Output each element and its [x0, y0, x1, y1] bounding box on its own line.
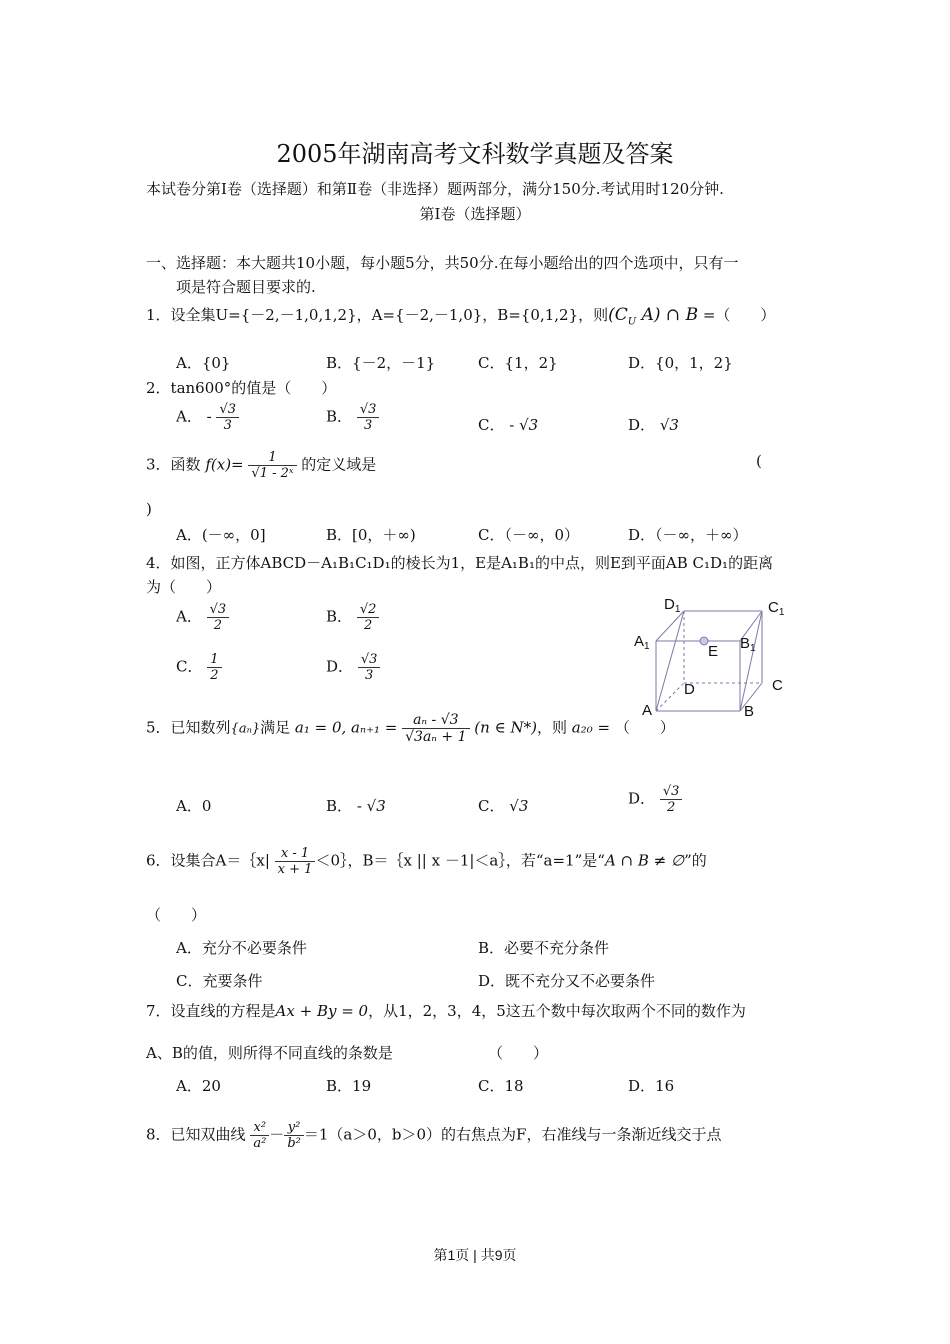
q8-suffix: ＝1（a＞0，b＞0）的右焦点为F，右准线与一条渐近线交于点: [303, 1125, 722, 1144]
q2-c-neg: -: [509, 416, 515, 434]
q7-suffix: ，从1，2，3，4，5这五个数中每次取两个不同的数作为: [368, 1002, 746, 1020]
q5-option-a: A．0: [176, 797, 212, 815]
q2-c-value: √3: [519, 416, 539, 434]
q2-option-b: [326, 402, 379, 433]
q2-option-c: [478, 414, 538, 435]
label-b: B: [744, 703, 755, 720]
q6-option-b: B．必要不充分条件: [478, 939, 610, 957]
q2-stem: 2．tan600°的值是（ ）: [146, 379, 337, 397]
q4-a-frac: [207, 602, 230, 633]
label-b1: $B_1$: [740, 635, 756, 654]
q5-stem: [146, 712, 675, 745]
q5-then: ，则: [536, 718, 567, 737]
q7-option-a: A．20: [176, 1077, 221, 1095]
q3-paren-close: ): [146, 500, 152, 518]
q1-option-a: A．{0}: [176, 354, 231, 372]
q5-c-value: √3: [509, 797, 529, 815]
q4-b-frac: [357, 602, 380, 633]
q5-b-neg: -: [356, 797, 362, 815]
q1-option-b: B．{－2，－1}: [326, 354, 436, 372]
q2-b-label: B．: [326, 407, 353, 426]
q4-option-b: [326, 602, 379, 633]
q2-d-label: D．: [628, 416, 656, 434]
q2-a-frac: [216, 402, 239, 433]
q6-paren: （ ）: [146, 906, 207, 924]
q5-seq: {aₙ}: [230, 721, 261, 737]
q4-d-label: D．: [326, 657, 354, 676]
q6-stem: [146, 846, 707, 877]
q7-stem-line2: A、B的值，则所得不同直线的条数是: [146, 1044, 393, 1062]
label-d1: $D_1$: [664, 596, 681, 615]
q5-mid: 满足: [260, 718, 291, 737]
q3-option-b: B．[0，＋∞): [326, 526, 416, 544]
q4-a-num: √3: [207, 602, 230, 618]
q8-x-den: a²: [253, 1136, 267, 1151]
label-c1: $C_1$: [768, 599, 785, 618]
q2-b-frac: [357, 402, 380, 433]
q2-option-a: [176, 402, 239, 433]
q4-b-num: √2: [357, 602, 380, 618]
q4-stem-line2: 为（ ）: [146, 578, 222, 596]
q1-stem-text: 1．设全集U={－2,－1,0,1,2}，A={－2,－1,0}，B={0,1,2}，则: [146, 306, 609, 324]
q4-a-den: 2: [213, 618, 223, 633]
q2-b-num: √3: [357, 402, 380, 418]
q3-suffix: 的定义域是: [301, 455, 377, 474]
q2-a-neg: -: [206, 407, 212, 426]
label-c: C: [772, 677, 783, 694]
q4-d-den: 3: [364, 668, 374, 683]
q4-option-a: [176, 602, 229, 633]
q6-cond: A ∩ B ≠ ∅: [604, 851, 685, 870]
q5-option-c: [478, 795, 528, 816]
label-e: E: [708, 643, 719, 660]
q4-d-frac: [358, 652, 381, 683]
q8-y-den: b²: [287, 1136, 301, 1151]
q6-end: ”的: [684, 851, 707, 870]
q5-c-label: C．: [478, 797, 505, 815]
q5-a20: a₂₀ =: [571, 718, 611, 737]
q1-expr-sub: U: [627, 316, 637, 328]
q5-prefix: 5．已知数列: [146, 718, 231, 737]
q2-option-d: [628, 414, 679, 435]
q3-prefix: 3．函数: [146, 455, 201, 474]
q8-y-frac: [284, 1120, 304, 1151]
q3-frac: [248, 450, 296, 481]
q6-prefix: 6．设集合A＝｛x|: [146, 851, 270, 870]
q2-a-den: 3: [223, 418, 232, 433]
q4-b-label: B．: [326, 607, 353, 626]
q5-d-num: √3: [660, 784, 683, 800]
q1-tail: =（ ）: [698, 306, 776, 324]
label-d: D: [684, 681, 695, 698]
q2-a-num: √3: [216, 402, 239, 418]
cube-figure: [630, 596, 800, 722]
q8-x-num: x²: [250, 1120, 269, 1136]
q4-c-num: 1: [207, 652, 221, 668]
label-a1: $A_1$: [634, 633, 650, 652]
q2-b-den: 3: [363, 418, 373, 433]
q6-num: x - 1: [275, 846, 316, 862]
q5-den: √3aₙ + 1: [405, 729, 467, 745]
q7-stem-line1: [146, 1000, 746, 1021]
q1-option-d: D．{0，1，2}: [628, 354, 733, 372]
section-title: 第Ⅰ卷（选择题）: [419, 205, 531, 223]
q8-stem: [146, 1120, 721, 1151]
q3-stem: [146, 450, 376, 481]
q7-paren: （ ）: [488, 1044, 549, 1062]
q7-prefix: 7．设直线的方程是: [146, 1002, 276, 1020]
q2-d-value: √3: [659, 416, 679, 434]
q4-c-den: 2: [210, 668, 219, 683]
part1-instructions-line2: 项是符合题目要求的.: [176, 278, 316, 296]
q6-mid: ＜0｝，B＝｛x || x －1|＜a｝，若“a=1”是“: [315, 851, 605, 870]
q1-expr-rest: A) ∩ B: [636, 305, 699, 325]
page-footer: 第1页 | 共9页: [433, 1247, 517, 1263]
q5-cond: a₁ = 0, aₙ₊₁ =: [294, 718, 398, 737]
q5-d-den: 2: [666, 800, 676, 815]
part1-instructions-line1: 一、选择题：本大题共10小题，每小题5分，共50分.在每小题给出的四个选项中，只有一: [146, 254, 739, 272]
q4-c-label: C．: [176, 657, 203, 676]
q5-b-label: B．: [326, 797, 353, 815]
q4-b-den: 2: [363, 618, 373, 633]
q3-fx: f(x)=: [205, 455, 244, 474]
q3-option-d: D．（－∞，＋∞）: [628, 526, 748, 544]
q8-prefix: 8．已知双曲线: [146, 1125, 246, 1144]
q6-option-d: D．既不充分又不必要条件: [478, 972, 656, 990]
q4-option-c: [176, 652, 222, 683]
q5-d-frac: [660, 784, 683, 815]
exam-intro: 本试卷分第Ⅰ卷（选择题）和第Ⅱ卷（非选择）题两部分，满分150分.考试用时120分钟.: [146, 180, 724, 198]
q5-b-value: √3: [366, 797, 386, 815]
q5-paren: （ ）: [614, 718, 675, 737]
q4-a-label: A．: [176, 607, 202, 626]
q5-option-d: [628, 784, 682, 815]
q8-x-frac: [250, 1120, 269, 1151]
q1-stem: [146, 304, 775, 327]
q5-domain: (n ∈ N*): [474, 718, 537, 737]
q3-option-a: A．(－∞，0]: [176, 526, 266, 544]
q6-den: x + 1: [277, 862, 313, 877]
q1-expr: [608, 305, 699, 328]
q7-option-b: B．19: [326, 1077, 372, 1095]
q7-option-d: D．16: [628, 1077, 675, 1095]
q8-y-num: y²: [284, 1120, 304, 1136]
q4-stem-line1: 4．如图，正方体ABCD－A₁B₁C₁D₁的棱长为1，E是A₁B₁的中点，则E到平面AB C₁D₁的距离: [146, 554, 774, 572]
q4-option-d: [326, 652, 380, 683]
q6-option-a: A．充分不必要条件: [176, 939, 307, 957]
q3-den: √1 - 2ˣ: [251, 466, 294, 481]
q7-option-c: C．18: [478, 1077, 524, 1095]
q3-num: 1: [248, 450, 296, 466]
q3-paren-open: (: [756, 452, 762, 470]
q4-c-frac: [207, 652, 221, 683]
q4-d-num: √3: [358, 652, 381, 668]
q5-num: aₙ - √3: [402, 712, 469, 729]
page-title: 2005年湖南高考文科数学真题及答案: [276, 140, 674, 168]
q1-expr-c: (C: [608, 305, 628, 325]
point-e: [700, 637, 708, 645]
q6-frac: [275, 846, 316, 877]
q2-c-label: C．: [478, 416, 505, 434]
q7-eq: Ax + By = 0: [275, 1002, 369, 1020]
q8-minus: －: [269, 1125, 285, 1144]
q3-option-c: C．（－∞，0）: [478, 526, 580, 544]
q5-option-b: [326, 795, 386, 816]
q2-a-label: A．: [176, 407, 202, 426]
q5-frac: [402, 712, 469, 745]
label-a: A: [642, 702, 653, 719]
q6-option-c: C．充要条件: [176, 972, 263, 990]
q5-d-label: D．: [628, 789, 656, 808]
q1-option-c: C．{1，2}: [478, 354, 558, 372]
